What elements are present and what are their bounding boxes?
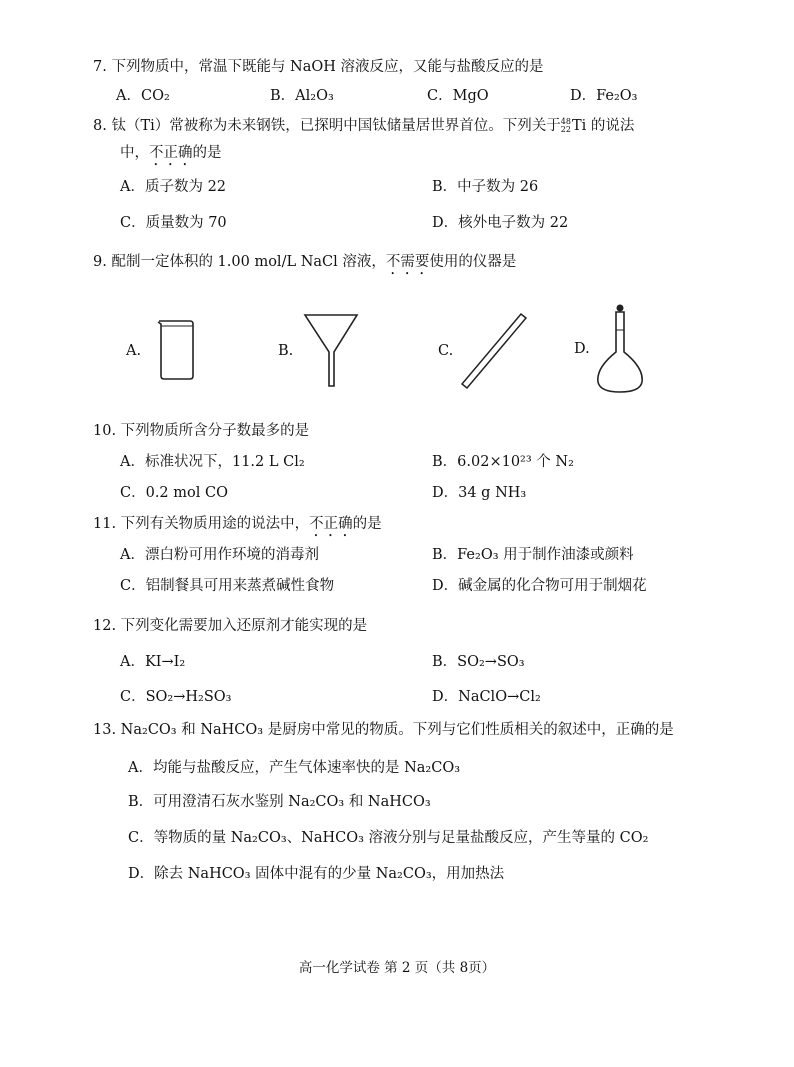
option-c: C．SO₂→H₂SO₃ — [120, 689, 232, 705]
question-stem: 钛（Ti）常被称为未来钢铁，已探明中国钛储量居世界首位。下列关于 — [111, 118, 561, 134]
question-9 — [93, 252, 516, 278]
element-symbol: Ti — [571, 118, 587, 134]
option-d: D．核外电子数为 22 — [432, 215, 569, 231]
option-a: A．CO₂ — [116, 88, 170, 104]
option-a: A．标准状况下，11.2 L Cl₂ — [120, 454, 305, 470]
stem-text: 中， — [120, 145, 149, 161]
mass-number: 48 — [560, 117, 571, 126]
funnel-icon — [303, 312, 359, 388]
option-b: B．可用澄清石灰水鉴别 Na₂CO₃ 和 NaHCO₃ — [128, 794, 431, 810]
question-12 — [93, 616, 367, 636]
option-d: D．除去 NaHCO₃ 固体中混有的少量 Na₂CO₃，用加热法 — [128, 866, 505, 882]
question-11 — [93, 514, 382, 540]
emphasis-text: 不正确 — [149, 145, 193, 161]
question-7 — [93, 57, 544, 77]
option-b: B．Fe₂O₃ 用于制作油漆或颜料 — [432, 547, 634, 563]
option-b-label: B. — [278, 343, 294, 359]
question-8 — [93, 116, 634, 136]
option-c: C．0.2 mol CO — [120, 485, 228, 501]
option-a: A．均能与盐酸反应，产生气体速率快的是 Na₂CO₃ — [128, 760, 461, 776]
option-c: C．等物质的量 Na₂CO₃、NaHCO₃ 溶液分别与足量盐酸反应，产生等量的 CO₂ — [128, 830, 649, 846]
option-b: B．6.02×10²³ 个 N₂ — [432, 454, 574, 470]
option-b: B．中子数为 26 — [432, 179, 539, 195]
question-13 — [93, 720, 674, 740]
question-number: 7. — [93, 59, 107, 75]
beaker-icon — [155, 318, 197, 382]
option-b: B．SO₂→SO₃ — [432, 654, 525, 670]
option-b: B．Al₂O₃ — [270, 88, 334, 104]
option-d: D．Fe₂O₃ — [570, 88, 638, 104]
question-number: 12. — [93, 618, 117, 634]
page-footer: 高一化学试卷 第 2 页（共 8页） — [298, 960, 496, 976]
stem-text: 下列有关物质用途的说法中， — [120, 516, 310, 532]
question-8-line2 — [120, 143, 222, 169]
stem-text: 配制一定体积的 1.00 mol/L NaCl 溶液， — [111, 254, 386, 270]
stem-text: 的是 — [192, 145, 222, 161]
option-d: D．34 g NH₃ — [432, 485, 527, 501]
question-number: 11. — [93, 516, 117, 532]
question-stem-cont: 的说法 — [590, 118, 635, 134]
question-stem: 下列物质所含分子数最多的是 — [120, 423, 310, 439]
question-10 — [93, 421, 309, 441]
option-c: C．铝制餐具可用来蒸煮碱性食物 — [120, 578, 335, 594]
emphasis-text: 不正确 — [309, 516, 353, 532]
isotope-notation — [561, 118, 571, 134]
volumetric-flask-icon — [592, 300, 648, 396]
question-stem: 下列物质中，常温下既能与 NaOH 溶液反应，又能与盐酸反应的是 — [111, 59, 544, 75]
option-a: A．漂白粉可用作环境的消毒剂 — [120, 547, 319, 563]
question-number: 8. — [93, 118, 107, 134]
question-number: 13. — [93, 722, 117, 738]
atomic-number: 22 — [560, 125, 571, 134]
question-number: 9. — [93, 254, 107, 270]
option-d-label: D. — [574, 341, 590, 357]
option-a-label: A. — [126, 343, 142, 359]
option-d: D．NaClO→Cl₂ — [432, 689, 541, 705]
question-stem: Na₂CO₃ 和 NaHCO₃ 是厨房中常见的物质。下列与它们性质相关的叙述中，正确的是 — [120, 722, 674, 738]
option-c-label: C. — [438, 343, 454, 359]
option-a: A．KI→I₂ — [120, 654, 186, 670]
emphasis-text: 不需要 — [385, 254, 430, 270]
stem-text: 的是 — [352, 516, 382, 532]
question-number: 10. — [93, 423, 117, 439]
question-stem: 下列变化需要加入还原剂才能实现的是 — [120, 618, 368, 634]
option-a: A．质子数为 22 — [120, 179, 227, 195]
option-c: C．MgO — [427, 88, 489, 104]
option-d: D．碱金属的化合物可用于制烟花 — [432, 578, 647, 594]
glass-rod-icon — [458, 308, 530, 390]
stem-text: 使用的仪器是 — [429, 254, 517, 270]
option-c: C．质量数为 70 — [120, 215, 227, 231]
